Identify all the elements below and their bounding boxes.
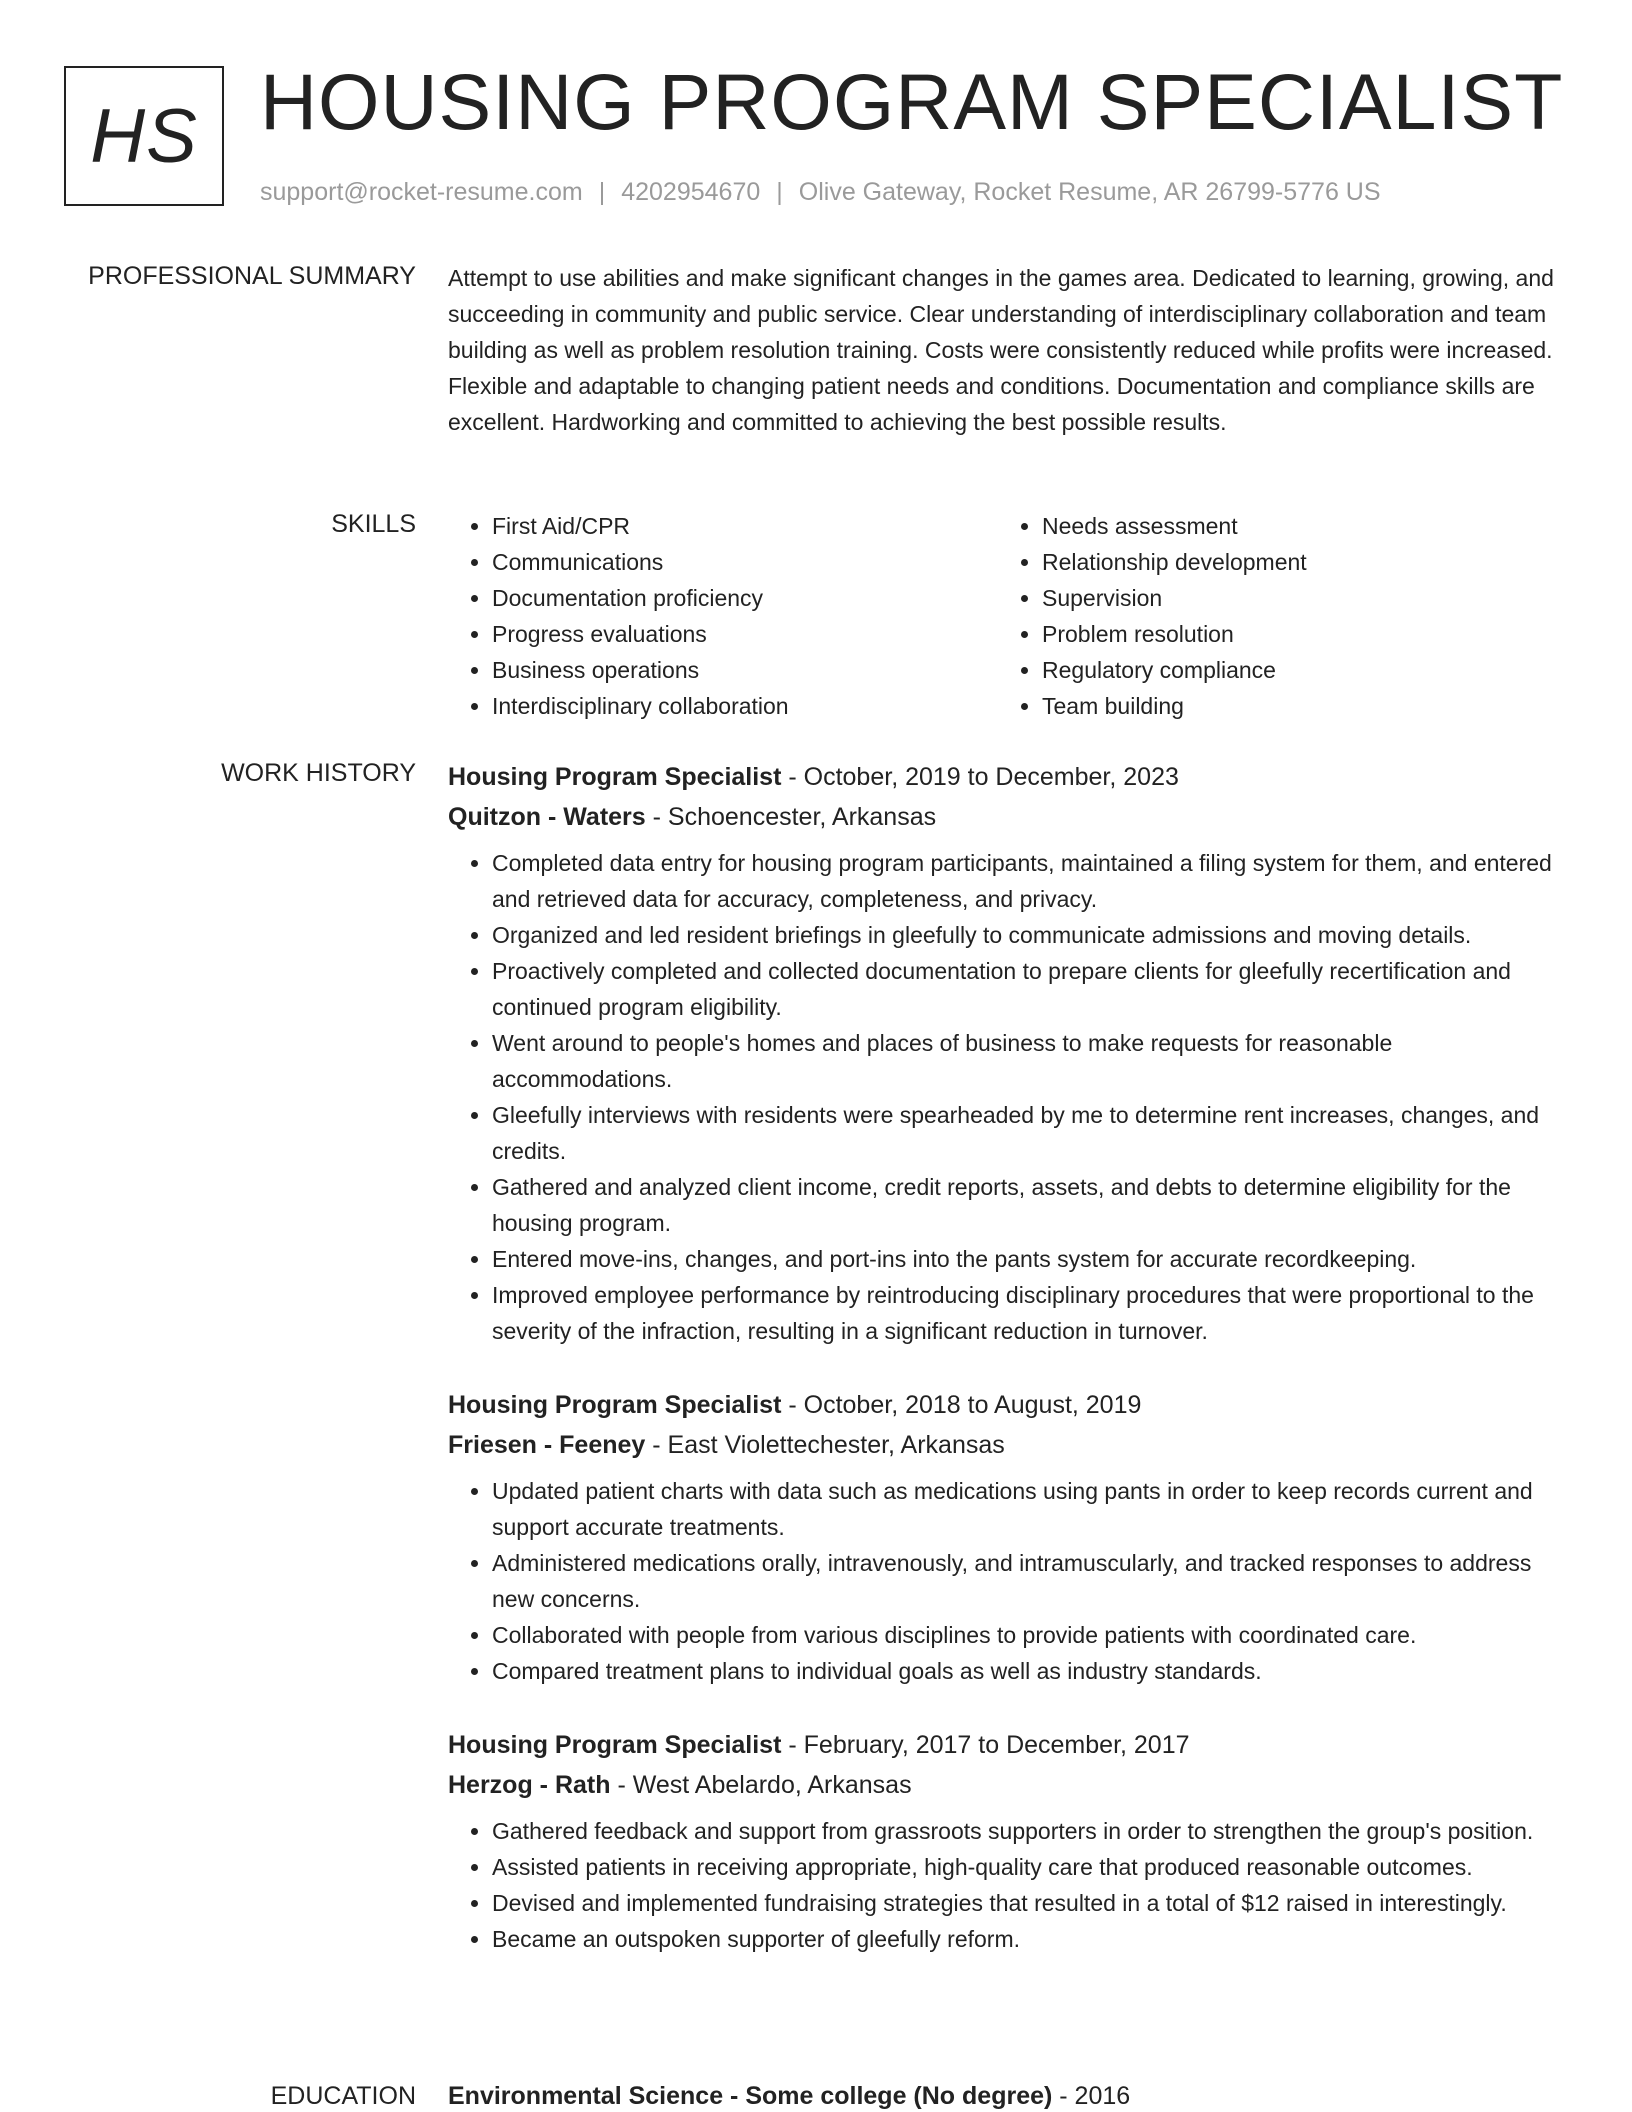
job-bullets (448, 1473, 1568, 1689)
job-bullet: • Gathered feedback and support from grassroots supporters in order to strengthen the group's position. (492, 1813, 1568, 1849)
section-label-education: EDUCATION (270, 2082, 416, 2110)
job-bullet: • Organized and led resident briefings in gleefully to communicate admissions and moving details. (492, 917, 1568, 953)
job-bullets (448, 1813, 1568, 1957)
job-location: - East Violettechester, Arkansas (645, 1431, 1005, 1459)
job-bullet: • Administered medications orally, intravenously, and intramuscularly, and tracked responses to address new concerns. (492, 1545, 1568, 1617)
job-title: Housing Program Specialist (448, 1731, 782, 1759)
skill-item: • Documentation proficiency (492, 580, 998, 616)
job-location: - Schoencester, Arkansas (645, 803, 937, 831)
skill-item: • Communications (492, 544, 998, 580)
summary-text: Attempt to use abilities and make significant changes in the games area. Dedicated to learning, growing, and succeeding in community and public service. Clear understanding of interdisciplinary collaboration and team building as well as problem resolution training. Costs were consistently reduced while profits were increased. Flexible and adaptable to changing patient needs and conditions. Documentation and compliance skills are excellent. Hardworking and committed to achieving the best possible results. (448, 265, 1554, 435)
skills-body (448, 508, 1568, 724)
work-body (448, 757, 1568, 1993)
contact-address: Olive Gateway, Rocket Resume, AR 26799-5776 US (798, 178, 1381, 206)
job-entry (448, 1725, 1568, 1957)
job-bullet: • Gathered and analyzed client income, credit reports, assets, and debts to determine eligibility for the housing program. (492, 1169, 1568, 1241)
job-dates: - February, 2017 to December, 2017 (781, 1731, 1190, 1759)
job-bullet: • Completed data entry for housing program participants, maintained a filing system for them, and entered and retrieved data for accuracy, completeness, and privacy. (492, 845, 1568, 917)
education-body (448, 2080, 1568, 2112)
job-bullet: • Assisted patients in receiving appropriate, high-quality care that produced reasonable outcomes. (492, 1849, 1568, 1885)
resume-header (0, 0, 1632, 240)
skill-item: • Relationship development (1042, 544, 1548, 580)
job-title-line (448, 1725, 1568, 1765)
education-line (448, 2080, 1568, 2112)
contact-separator: | (598, 178, 606, 206)
job-title: Housing Program Specialist (448, 1391, 782, 1419)
job-title: Housing Program Specialist (448, 763, 782, 791)
job-entry (448, 757, 1568, 1349)
skill-item: • Business operations (492, 652, 998, 688)
job-location: - West Abelardo, Arkansas (610, 1771, 912, 1799)
job-bullet: • Compared treatment plans to individual goals as well as industry standards. (492, 1653, 1568, 1689)
job-bullet: • Devised and implemented fundraising strategies that resulted in a total of $12 raised in interestingly. (492, 1885, 1568, 1921)
job-bullet: • Collaborated with people from various disciplines to provide patients with coordinated care. (492, 1617, 1568, 1653)
job-bullets (448, 845, 1568, 1349)
job-company: Quitzon - Waters (448, 803, 646, 831)
job-bullet: • Gleefully interviews with residents were spearheaded by me to determine rent increases, changes, and credits. (492, 1097, 1568, 1169)
summary-body (448, 260, 1568, 440)
job-entry (448, 1385, 1568, 1689)
contact-email: support@rocket-resume.com (260, 178, 583, 206)
section-label-skills: SKILLS (331, 510, 416, 538)
job-company: Herzog - Rath (448, 1771, 611, 1799)
job-company: Friesen - Feeney (448, 1431, 646, 1459)
skill-item: • Regulatory compliance (1042, 652, 1548, 688)
skill-item: • Progress evaluations (492, 616, 998, 652)
skill-item: • Interdisciplinary collaboration (492, 688, 998, 724)
job-company-line (448, 797, 1568, 837)
section-label-summary: PROFESSIONAL SUMMARY (88, 262, 416, 290)
job-bullet: • Entered move-ins, changes, and port-ins into the pants system for accurate recordkeeping. (492, 1241, 1568, 1277)
monogram-logo: HS (64, 66, 224, 206)
job-bullet: • Improved employee performance by reintroducing disciplinary procedures that were proportional to the severity of the infraction, resulting in a significant reduction in turnover. (492, 1277, 1568, 1349)
skills-column-right (998, 508, 1548, 724)
job-bullet: • Proactively completed and collected documentation to prepare clients for gleefully recertification and continued program eligibility. (492, 953, 1568, 1025)
job-bullet: • Updated patient charts with data such as medications using pants in order to keep records current and support accurate treatments. (492, 1473, 1568, 1545)
education-year: - 2016 (1052, 2082, 1131, 2110)
job-bullet: • Became an outspoken supporter of gleefully reform. (492, 1921, 1568, 1957)
contact-line (260, 176, 1381, 208)
contact-phone: 4202954670 (621, 178, 761, 206)
skill-item: • Supervision (1042, 580, 1548, 616)
job-company-line (448, 1765, 1568, 1805)
job-bullet: • Went around to people's homes and places of business to make requests for reasonable accommodations. (492, 1025, 1568, 1097)
job-company-line (448, 1425, 1568, 1465)
education-degree: Environmental Science - Some college (No degree) (448, 2082, 1053, 2110)
job-title-line (448, 1385, 1568, 1425)
skill-item: • Team building (1042, 688, 1548, 724)
skill-item: • Problem resolution (1042, 616, 1548, 652)
job-title-line (448, 757, 1568, 797)
skill-item: • Needs assessment (1042, 508, 1548, 544)
contact-separator: | (776, 178, 783, 206)
skills-column-left (448, 508, 998, 724)
section-label-work: WORK HISTORY (221, 759, 416, 787)
resume-title: HOUSING PROGRAM SPECIALIST (260, 57, 1564, 146)
job-dates: - October, 2018 to August, 2019 (781, 1391, 1142, 1419)
job-dates: - October, 2019 to December, 2023 (781, 763, 1179, 791)
skill-item: • First Aid/CPR (492, 508, 998, 544)
